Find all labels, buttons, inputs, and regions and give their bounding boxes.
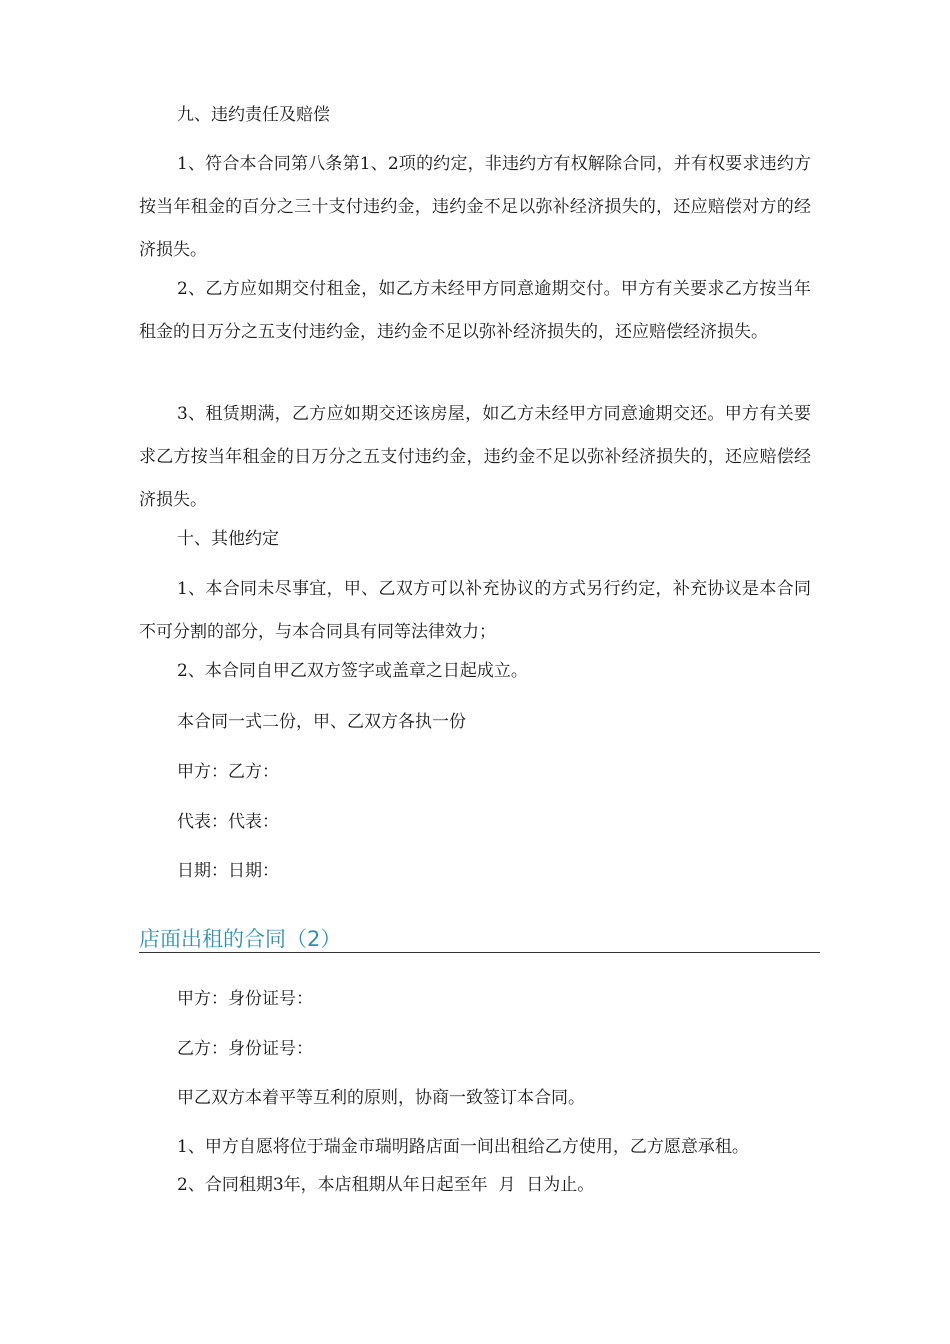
section-heading-other: 十、其他约定 [177, 529, 279, 549]
contract-2-heading [139, 926, 820, 953]
contract-2-party-b: 乙方：身份证号： [177, 1039, 313, 1059]
signature-rep-line: 代表：代表： [177, 812, 279, 832]
contract-2-intro: 甲乙双方本着平等互利的原则，协商一致签订本合同。 [177, 1088, 585, 1108]
copies-line: 本合同一式二份，甲、乙双方各执一份 [177, 712, 466, 732]
signature-party-line: 甲方：乙方： [177, 762, 279, 782]
contract-2-clause-2: 2、合同租期3年，本店租期从年日起至年 月 日为止。 [177, 1175, 595, 1195]
contract-2-party-a: 甲方：身份证号： [177, 989, 313, 1009]
contract-2-clause-1: 1、甲方自愿将位于瑞金市瑞明路店面一间出租给乙方使用，乙方愿意承租。 [177, 1137, 749, 1157]
signature-date-line: 日期：日期： [177, 861, 279, 881]
clause-breach-3: 3、租赁期满，乙方应如期交还该房屋，如乙方未经甲方同意逾期交还。甲方有关要求乙方按当年租金的日万分之五支付违约金，违约金不足以弥补经济损失的，还应赔偿经济损失。 [139, 404, 811, 510]
section-heading-breach: 九、违约责任及赔偿 [177, 105, 330, 125]
clause-breach-2: 2、乙方应如期交付租金，如乙方未经甲方同意逾期交付。甲方有关要求乙方按当年租金的日万分之五支付违约金，违约金不足以弥补经济损失的，还应赔偿经济损失。 [139, 279, 811, 342]
contract-2-title: 店面出租的合同（2） [139, 927, 342, 951]
clause-other-2: 2、本合同自甲乙双方签字或盖章之日起成立。 [177, 661, 528, 681]
clause-other-1: 1、本合同未尽事宜，甲、乙双方可以补充协议的方式另行约定，补充协议是本合同不可分割的部分，与本合同具有同等法律效力； [139, 579, 811, 642]
clause-breach-1: 1、符合本合同第八条第1、2项的约定，非违约方有权解除合同，并有权要求违约方按当年租金的百分之三十支付违约金，违约金不足以弥补经济损失的，还应赔偿对方的经济损失。 [139, 154, 811, 260]
